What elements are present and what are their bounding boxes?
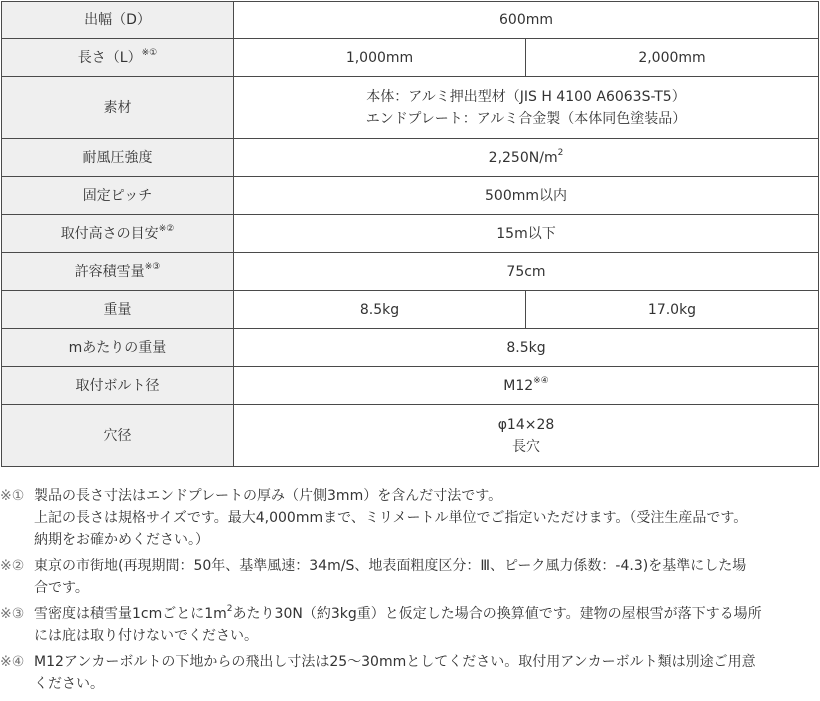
- row-value-weight-2: 17.0kg: [526, 291, 819, 329]
- row-label-length: [2, 39, 234, 77]
- row-label-height: [2, 215, 234, 253]
- footnote-line: 上記の長さは規格サイズです。最大4,000mmまで、ミリメートル単位でご指定いただけます。（受注生産品です。: [34, 510, 748, 526]
- footnote-mark: ※②: [0, 558, 25, 574]
- table-row: [2, 329, 819, 367]
- row-value-wind: [234, 139, 819, 177]
- footnote-line: 納期をお確かめください。）: [34, 532, 209, 548]
- table-row: [2, 177, 819, 215]
- table-row: [2, 215, 819, 253]
- label-text: 許容積雪量: [74, 263, 145, 280]
- label-text: 取付高さの目安: [60, 225, 159, 242]
- hole-line-1: φ14×28: [497, 416, 555, 433]
- row-label-bolt: 取付ボルト径: [2, 367, 234, 405]
- row-label-pitch: 固定ピッチ: [2, 177, 234, 215]
- row-value-snow: 75cm: [234, 253, 819, 291]
- row-label-snow: [2, 253, 234, 291]
- footnote-line: 製品の長さ寸法はエンドプレートの厚み（片側3mm）を含んだ寸法です。: [34, 488, 503, 504]
- table-row: [2, 77, 819, 139]
- row-value-width: 600mm: [234, 2, 819, 39]
- row-value-length-2: 2,000mm: [526, 39, 819, 77]
- row-value-weight-1: 8.5kg: [234, 291, 526, 329]
- material-line-1: 本体：アルミ押出型材（JIS H 4100 A6063S-T5）: [366, 88, 686, 105]
- table-row: [2, 139, 819, 177]
- row-value-bolt: [234, 367, 819, 405]
- footnote-line: [34, 603, 815, 625]
- table-row: [2, 291, 819, 329]
- row-value-length-1: 1,000mm: [234, 39, 526, 77]
- material-line-2: エンドプレート：アルミ合金製（本体同色塗装品）: [365, 110, 687, 127]
- footnote-mark: ※④: [0, 654, 25, 670]
- footnote-mark: ※①: [0, 488, 25, 504]
- bolt-value: M12: [503, 377, 534, 394]
- footnote-line: 東京の市街地(再現期間：50年、基準風速：34m/S、地表面粗度区分：Ⅲ、ピーク風力係数：-4.3)を基準にした場: [34, 558, 747, 574]
- row-label-hole: 穴径: [2, 405, 234, 467]
- footnote-1: [0, 485, 815, 551]
- wind-value: 2,250N/m: [488, 149, 558, 166]
- footnote-4: [0, 651, 815, 695]
- footnotes: [0, 485, 815, 695]
- wind-value-sup: 2: [557, 147, 564, 158]
- row-label-width: 出幅（D）: [2, 2, 234, 39]
- row-label-material: 素材: [2, 77, 234, 139]
- table-row: [2, 39, 819, 77]
- row-value-height: 15m以下: [234, 215, 819, 253]
- table-row: [2, 367, 819, 405]
- footnote-line: ください。: [34, 676, 104, 692]
- label-text: 長さ（L）: [77, 49, 142, 66]
- row-value-weight-per-m: 8.5kg: [234, 329, 819, 367]
- row-label-wind: 耐風圧強度: [2, 139, 234, 177]
- row-value-pitch: 500mm以内: [234, 177, 819, 215]
- footnote-text: あたり30N（約3kg重）と仮定した場合の換算値です。建物の屋根雪が落下する場所: [232, 606, 762, 622]
- footnote-2: [0, 555, 815, 599]
- row-label-weight: 重量: [2, 291, 234, 329]
- footnote-line: には庇は取り付けないでください。: [34, 628, 258, 644]
- table-row: [2, 405, 819, 467]
- footnote-3: [0, 603, 815, 647]
- footnote-mark: ※③: [0, 606, 25, 622]
- spec-table: [1, 1, 819, 467]
- note-ref: ※③: [144, 261, 161, 272]
- footnote-text: 雪密度は積雪量1cmごとに1m: [34, 606, 227, 622]
- note-ref: ※④: [533, 375, 549, 386]
- row-value-hole: [234, 405, 819, 467]
- footnote-line: M12アンカーボルトの下地からの飛出し寸法は25～30mmとしてください。取付用アンカーボルト類は別途ご用意: [34, 654, 756, 670]
- row-value-material: [234, 77, 819, 139]
- note-ref: ※②: [158, 223, 175, 234]
- table-row: [2, 2, 819, 39]
- row-label-weight-per-m: mあたりの重量: [2, 329, 234, 367]
- footnote-sup: 2: [226, 604, 233, 615]
- footnote-line: 合です。: [34, 580, 89, 596]
- hole-line-2: 長穴: [512, 438, 540, 455]
- note-ref: ※①: [141, 47, 158, 58]
- table-row: [2, 253, 819, 291]
